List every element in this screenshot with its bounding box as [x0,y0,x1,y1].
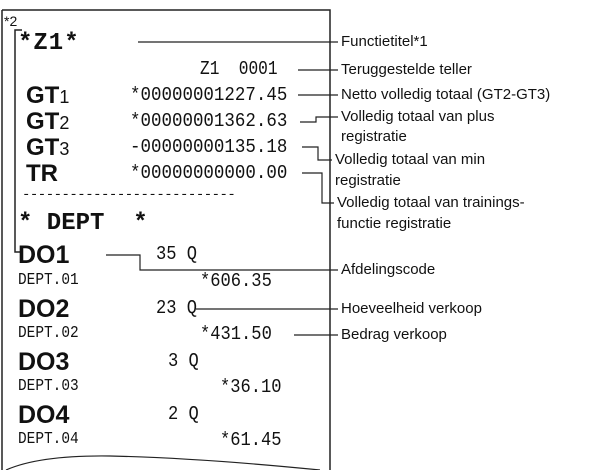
dept-name: DEPT.04 [18,430,79,449]
total-label: GT1 [26,82,70,109]
leader-gt3 [302,147,332,160]
leader-tr [302,173,334,203]
dept-code: DO1 [18,241,70,269]
dept-header: * DEPT * [18,210,148,237]
annotation-net-grand-total: Netto volledig totaal (GT2-GT3) [341,86,551,103]
dept-amount: *61.45 [220,429,282,451]
total-label: GT2 [26,108,70,135]
leader-dept-code [106,255,338,270]
annotation-dept-code: Afdelingscode [341,261,436,278]
footnote-mark: *2 [4,13,18,29]
dept-quantity: 3 Q [168,350,199,372]
dept-amount: *431.50 [200,323,272,345]
receipt-tear-edge [6,456,320,470]
total-value: *00000001362.63 [130,110,288,132]
total-label: GT3 [26,134,70,161]
dept-quantity: 23 Q [156,297,198,319]
annotation-sales-quantity: Hoeveelheid verkoop [341,300,482,317]
annotation-plus-total-cont: registratie [341,128,407,145]
dept-quantity: 2 Q [168,403,199,425]
annotation-plus-total: Volledig totaal van plus [341,108,495,125]
annotation-training-total-cont: functie registratie [337,215,452,232]
dept-code: DO3 [18,348,70,376]
annotation-minus-total: Volledig totaal van min [335,151,486,168]
dept-name: DEPT.03 [18,377,79,396]
total-value: *00000001227.45 [130,84,288,106]
leader-gt2 [300,117,338,122]
dept-code: DO2 [18,295,70,323]
dept-amount: *606.35 [200,270,272,292]
dept-quantity: 35 Q [156,243,198,265]
annotation-function-title: Functietitel*1 [341,33,428,50]
total-value: *00000000000.00 [130,162,288,184]
annotation-sales-amount: Bedrag verkoop [341,326,447,343]
reset-counter: Z1 0001 [200,58,278,80]
total-label: TR [26,160,58,187]
total-value: -00000000135.18 [130,136,288,158]
dept-code: DO4 [18,401,70,429]
annotation-reset-counter: Teruggestelde teller [341,61,472,78]
annotation-minus-total-cont: registratie [335,172,401,189]
dept-name: DEPT.02 [18,324,79,343]
dept-amount: *36.10 [220,376,282,398]
annotation-training-total: Volledig totaal van trainings- [337,194,525,211]
separator-line: --------------------------- [22,187,236,203]
report-title: *Z1* [18,30,80,57]
dept-name: DEPT.01 [18,271,79,290]
